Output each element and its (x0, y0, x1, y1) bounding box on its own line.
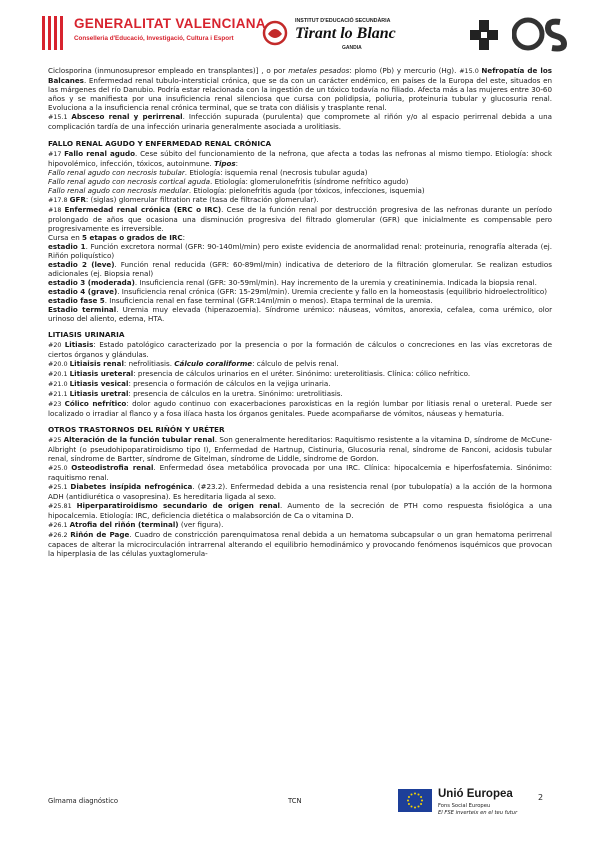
code-number: #17 (48, 150, 65, 158)
code-number: #26.1 (48, 521, 70, 529)
text-run: : Estado patológico caracterizado por la presencia o por la formación de cálculos o concreciones en las vías excretoras de ciertos órganos y glándulas. (48, 340, 552, 359)
term-bold: Nefropatía de los Balcanes (48, 66, 552, 85)
term-bold: Absceso renal y perirrenal (71, 112, 183, 121)
paragraph (48, 501, 552, 520)
term-bold: 5 etapas o grados de IRC (82, 233, 183, 242)
text-run: : nefrolitiasis. (123, 359, 175, 368)
code-number: #21.1 (48, 390, 70, 398)
term-bold: GFR (69, 195, 86, 204)
code-number: #15.1 (48, 113, 72, 121)
term-bold: Enfermedad renal crónica (ERC o IRC) (64, 205, 222, 214)
term-bold: estadio 2 (leve) (48, 260, 115, 269)
text-run: . Función excretora normal (GFR: 90-140ml/min) pero existe evidencia de anormalidad renal: proteinuria, renografía alterada (ej. Riñón poliquístico) (48, 242, 552, 260)
code-number: #20.0 (48, 360, 70, 368)
section-heading: LITIASIS URINARIA (48, 330, 125, 339)
paragraph (48, 530, 552, 558)
text-run: . Cuadro de constricción parenquimatosa renal debida a un hematoma subcapsular o un gran hematoma perirrenal capaces de alterar la microcirculación intrarrenal alterando el equilibrio hemodinámico y provocando fenómenos isquémicos que provocan la hiperplasia de las células yuxtaglomerula- (48, 530, 552, 558)
term-bold: Litiaisis renal (69, 359, 124, 368)
term-bold: Litiasis uretral (69, 389, 129, 398)
text-run: . Etiología: isquemia renal (necrosis tubular aguda) (184, 168, 368, 177)
intro-paragraph (48, 66, 552, 112)
paragraph (48, 340, 552, 359)
paragraph (48, 233, 552, 242)
text-run: . (#23.2). Enfermedad debida a una resistencia renal (por tubulopatía) a la acción de la hormona ADH (antidiurética o vasopresina). Es hereditaria ligada al sexo. (48, 482, 552, 501)
term-bold: Alteración de la función tubular renal (63, 435, 215, 444)
paragraph (48, 186, 552, 195)
code-number: #21.0 (48, 380, 70, 388)
eu-flag-icon (398, 789, 432, 812)
intro-paragraph-2 (48, 112, 552, 131)
text-run: : cálculo de pelvis renal. (252, 359, 339, 368)
term-bold: Atrofia del riñón (terminal) (69, 520, 179, 529)
paragraph (48, 149, 552, 168)
paragraph (48, 195, 552, 205)
term-bold: estadio fase 5 (48, 296, 105, 305)
institute-label: INSTITUT D'EDUCACIÓ SECUNDÀRIA (295, 18, 391, 24)
code-number: #23 (48, 400, 65, 408)
paragraph (48, 435, 552, 463)
section-heading: OTROS TRASTORNOS DEL RIÑÓN Y URÉTER (48, 425, 225, 434)
text-run: . Etiología: pielonefritis aguda (por tóxicos, infecciones, isquemia) (188, 186, 425, 195)
eu-title: Unió Europea (438, 788, 513, 800)
code-number: #25.0 (48, 464, 72, 472)
paragraph (48, 296, 552, 305)
eu-slogan: El FSE inverteix en el teu futur (438, 810, 518, 816)
text-run: . Enfermedad ósea metabólica provocada por una IRC. Clínica: hipocalcemia e hiperfosfatemia. Sinónimo: raquitismo renal. (48, 463, 552, 482)
page-number: 2 (538, 793, 544, 802)
text-run: . Etiología: glomerulonefritis (síndrome nefrítico agudo) (210, 177, 409, 186)
term-bold-italic: Cálculo coraliforme (174, 359, 253, 368)
paragraph (48, 168, 552, 177)
code-number: #18 (48, 206, 65, 214)
paragraph (48, 177, 552, 186)
footer-mid-text: TCN (288, 797, 302, 805)
page-footer (0, 786, 600, 826)
code-number: #25.81 (48, 502, 77, 510)
text-run: . Enfermedad renal tubulo-intersticial crónica, que se da con un carácter endémico, en países de la Europa del este, situados en las márgenes del río Danubio. Podría estar relacionada con la ingestión de un tóxico todavía no filiado. Afecta más a las mujeres entre 30-60 años y se manifiesta por una insuficiencia renal silenciosa que cursa con polidipsia, poliuria, proteinuria tubular y glucosuria renal. Evoluciona a la insuficiencia renal crónica terminal, que se trata con diálisis y trasplante renal. (48, 76, 552, 112)
term-bold: Litiasis (64, 340, 94, 349)
text-run: : (siglas) glomerular filtration rate (tasa de filtración glomerular). (85, 195, 319, 204)
term-bold: estadio 4 (grave) (48, 287, 118, 296)
text-run: : dolor agudo continuo con exacerbaciones paroxísticas en la región lumbar por litiasis renal o ureteral. Puede ser localizado o irradiar al flanco y a fosa ilíaca hasta los órganos genitales. Puede acompañarse de vómitos, náuseas y hematuria. (48, 399, 552, 418)
paragraph (48, 389, 552, 399)
code-number: #17.8 (48, 196, 70, 204)
term-bold: Diabetes insípida nefrogénica (70, 482, 193, 491)
text-run: Cursa en (48, 233, 83, 242)
code-number: #25 (48, 436, 64, 444)
text-run: . Función renal reducida (GFR: 60-89ml/min) indicativa de deterioro de la filtración glomerular. Se realizan estudios adicionales (ej. Biopsia renal) (48, 260, 553, 278)
text-run: . Insuficiencia renal (GFR: 30-59ml/min). Hay incremento de la uremia y creatininemia. Indicada la biopsia renal. (134, 278, 537, 287)
paragraph (48, 482, 552, 501)
paragraph (48, 205, 552, 233)
paragraph (48, 520, 552, 530)
term-bold: Fallo renal agudo (64, 149, 135, 158)
conselleria-name: Conselleria d'Educació, Investigació, Cultura i Esport (74, 35, 234, 42)
term-bold-italic: Tipos (214, 159, 236, 168)
term-italic: metales pesados (288, 66, 350, 75)
generalitat-logo (40, 14, 266, 54)
institute-logo (262, 16, 412, 56)
text-run: : presencia de cálculos urinarios en el uréter. Sinónimo: ureterolitiasis. Clínica: cólico nefrítico. (133, 369, 471, 378)
text-run: . Insuficiencia renal en fase terminal (GFR:14ml/min o menos). Etapa terminal de la uremia. (104, 296, 433, 305)
institute-name: Tirant lo Blanc (295, 25, 396, 42)
term-bold: estadio 3 (moderada) (48, 278, 135, 287)
term-italic: Fallo renal agudo con necrosis medular (48, 186, 189, 195)
text-run: . Infección supurada (purulenta) que compromete al riñón y/o al espacio perirrenal debida a una complicación tardía de una infección urinaria generalmente asociada a urolitiasis. (48, 112, 552, 131)
text-run: . Aumento de la secreción de PTH como respuesta fisiológica a una hipocalcemia. Etiología: IRC, deficiencia dietética o malabsorción de Ca o vitamina D. (48, 501, 552, 520)
term-bold: Cólico nefrítico (64, 399, 127, 408)
paragraph (48, 463, 552, 482)
text-run: : presencia de cálculos en la uretra. Sinónimo: uretrolitiasis. (128, 389, 343, 398)
text-run: . Son generalmente hereditarios: Raquitismo resistente a la vitamina D, síndrome de McCune-Albright (o pseudohipoparatiroidismo tipo I), Enfermedad de Hartnup, Cistinuria, Glucosuria renal, síndrome de Fanconi, acidosis tubular renal, síndrome de Bartter, síndrome de Gitelman, síndrome de Liddle, síndrome de Gordon. (48, 435, 553, 463)
paragraph (48, 287, 552, 296)
term-bold: Litiasis vesical (69, 379, 129, 388)
term-bold: Hiperparatiroidismo secundario de origen renal (76, 501, 280, 510)
code-number: #26.2 (48, 531, 71, 539)
text-run: : (182, 233, 186, 242)
generalitat-crest-icon (40, 14, 68, 52)
paragraph (48, 379, 552, 389)
institute-emblem-icon (262, 20, 288, 46)
text-run: . Uremia muy elevada (hiperazoemia). Síndrome urémico: náuseas, vómitos, anorexia, cefalea, coma urémico, olor urinoso del aliento, edema, HTA. (48, 305, 553, 323)
page-header (0, 0, 600, 62)
text-run: Ciclosporina (inmunosupresor empleado en transplantes)] , o por (48, 66, 289, 75)
term-bold: Osteodistrofia renal (71, 463, 154, 472)
term-bold: Litiasis ureteral (69, 369, 134, 378)
text-run: . Cese de la función renal por destrucción progresiva de las nefronas durante un período prolongado de años que ocasiona una disminución progresiva del filtrado glomerular (GFR) que inicialmente es compensable pero progresivamente es irreversible. (48, 205, 552, 233)
section-heading: FALLO RENAL AGUDO Y ENFERMEDAD RENAL CRÓNICA (48, 139, 272, 148)
institute-city: GANDIA (342, 45, 362, 51)
text-run: : plomo (Pb) y mercurio (Hg). (349, 66, 460, 75)
paragraph (48, 369, 552, 379)
cross-emblem-icon (468, 18, 500, 52)
term-bold: Riñón de Page (70, 530, 130, 539)
term-bold: Estadio terminal (48, 305, 117, 314)
paragraph (48, 359, 552, 369)
text-run: (ver figura). (178, 520, 224, 529)
code-number: #25.1 (48, 483, 71, 491)
footer-left-text: Glmama diagnóstico (48, 797, 119, 805)
document-body (48, 66, 552, 558)
code-number: #20 (48, 341, 65, 349)
text-run: . Cese súbito del funcionamiento de la nefrona, que afecta a todas las nefronas al mismo tiempo. Etiología: shock hipovolémico, infección, tóxicos, autoinmune. (48, 149, 552, 168)
text-run: . Insuficiencia renal crónica (GFR: 15-29ml/min). Uremia creciente y fallo en la homeostasis (equilibrio hidroelectrolítico) (117, 287, 548, 296)
paragraph (48, 399, 552, 418)
paragraph (48, 242, 552, 260)
code-number: #20.1 (48, 370, 70, 378)
term-italic: Fallo renal agudo con necrosis tubular (48, 168, 185, 177)
paragraph (48, 278, 552, 287)
paragraph (48, 305, 552, 323)
text-run: : (235, 159, 239, 168)
generalitat-name: GENERALITAT VALENCIANA (74, 16, 266, 31)
term-italic: Fallo renal agudo con necrosis cortical aguda (48, 177, 211, 186)
text-run: : presencia o formación de cálculos en la vejiga urinaria. (128, 379, 331, 388)
eu-subtitle: Fons Social Europeu (438, 803, 491, 809)
agency-logo-icon (512, 14, 568, 54)
paragraph (48, 260, 552, 278)
code-number: #15.0 (459, 67, 482, 75)
term-bold: estadio 1 (48, 242, 86, 251)
